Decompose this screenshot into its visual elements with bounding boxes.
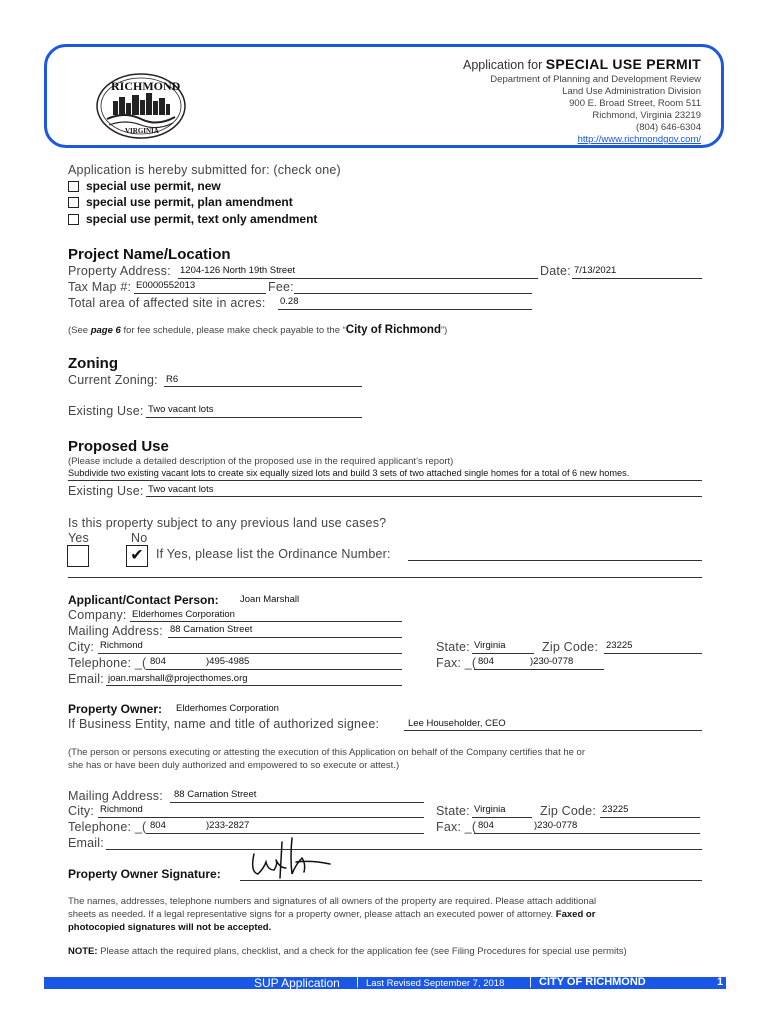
zip-line: [604, 653, 702, 654]
owner-email-line: [106, 849, 702, 850]
title-prefix: Application for: [463, 58, 543, 72]
footer-page-number: 1: [717, 976, 724, 988]
fee-line: [294, 293, 532, 294]
area-field[interactable]: 0.28: [280, 296, 299, 307]
header-title: [463, 56, 701, 72]
certification-line-2: she has or have been duly authorized and empowered to so execute or attest.): [68, 760, 400, 771]
owner-state-label: State:: [436, 804, 470, 818]
current-zoning-field[interactable]: R6: [166, 374, 179, 385]
checkbox-sup-plan-amendment[interactable]: [68, 197, 79, 208]
telephone-area[interactable]: 804: [150, 656, 166, 667]
ordinance-line-2: [68, 577, 702, 578]
zip-field[interactable]: 23225: [606, 640, 633, 651]
yes-label: Yes: [68, 531, 89, 545]
state-field[interactable]: Virginia: [474, 640, 506, 651]
owner-telephone-area[interactable]: 804: [150, 820, 166, 831]
property-owner-label: Property Owner:: [68, 702, 163, 716]
tax-map-label: Tax Map #:: [68, 280, 132, 294]
option-sup-text-amendment: special use permit, text only amendment: [86, 212, 318, 226]
company-field[interactable]: Elderhomes Corporation: [132, 609, 235, 620]
email-field[interactable]: joan.marshall@projecthomes.org: [108, 673, 248, 684]
owner-signature[interactable]: [246, 834, 336, 882]
footer-revised: Last Revised September 7, 2018: [366, 978, 505, 989]
state-label: State:: [436, 640, 470, 654]
proposed-note: (Please include a detailed description of the proposed use in the required applicant’s report): [68, 456, 454, 467]
ordinance-line: [408, 560, 702, 561]
mailing-address-line: [168, 637, 402, 638]
zip-label: Zip Code:: [542, 640, 598, 654]
checkbox-sup-text-amendment[interactable]: [68, 214, 79, 225]
city-line: [98, 653, 402, 654]
ordinance-label: If Yes, please list the Ordinance Number:: [156, 547, 391, 561]
land-use-question: Is this property subject to any previous land use cases?: [68, 516, 387, 530]
owner-fax-area[interactable]: 804: [478, 820, 494, 831]
application-intro: Application is hereby submitted for: (check one): [68, 163, 341, 177]
option-sup-plan-amendment: special use permit, plan amendment: [86, 195, 293, 209]
notes-line-3: photocopied signatures will not be accepted.: [68, 922, 272, 933]
owner-mailing-line: [170, 802, 424, 803]
owner-zip-label: Zip Code:: [540, 804, 596, 818]
mailing-address-field[interactable]: 88 Carnation Street: [170, 624, 253, 635]
yes-checkbox[interactable]: [67, 545, 89, 567]
notes-line-1: The names, addresses, telephone numbers and signatures of all owners of the property are required. Please attach additional: [68, 896, 597, 907]
no-label: No: [131, 531, 148, 545]
applicant-label: Applicant/Contact Person:: [68, 593, 219, 607]
owner-city-label: City:: [68, 804, 94, 818]
owner-mailing-field[interactable]: 88 Carnation Street: [174, 789, 257, 800]
proposed-heading: Proposed Use: [68, 438, 169, 455]
fee-label: Fee:: [268, 280, 294, 294]
richmond-logo: [95, 71, 187, 141]
signee-field[interactable]: Lee Householder, CEO: [408, 718, 506, 729]
email-line: [106, 685, 402, 686]
proposed-description-line: [68, 480, 702, 481]
owner-state-field[interactable]: Virginia: [474, 804, 506, 815]
property-owner-field[interactable]: Elderhomes Corporation: [176, 703, 279, 714]
option-sup-new: special use permit, new: [86, 179, 221, 193]
owner-zip-field[interactable]: 23225: [602, 804, 629, 815]
proposed-existing-use-label: Existing Use:: [68, 484, 144, 498]
notes-line-2: sheets as needed. If a legal representative signs for a property owner, please attach an executed power of attorney. Faxed or: [68, 909, 596, 920]
header-line-city: Richmond, Virginia 23219: [592, 110, 701, 121]
owner-fax-label: Fax: _(: [436, 820, 477, 834]
current-zoning-line: [164, 386, 362, 387]
certification-line-1: (The person or persons executing or attesting the execution of this Application on behalf of the Company certifies that he or: [68, 747, 585, 758]
footer-divider-1: |: [356, 976, 359, 988]
header-line-division: Land Use Administration Division: [562, 86, 701, 97]
logo-text-top: RICHMOND: [111, 79, 181, 93]
fee-note: (See page 6 for fee schedule, please make check payable to the “City of Richmond”): [68, 324, 448, 336]
property-address-line: [178, 278, 538, 279]
footer-divider-2: |: [529, 976, 532, 988]
header-line-phone: (804) 646-6304: [636, 122, 701, 133]
checkmark-icon: ✔: [130, 547, 144, 564]
no-checkbox[interactable]: [126, 545, 148, 567]
owner-city-line: [98, 817, 424, 818]
signature-label: Property Owner Signature:: [68, 867, 221, 881]
applicant-field[interactable]: Joan Marshall: [240, 594, 300, 605]
city-label: City:: [68, 640, 94, 654]
fax-label: Fax: _(: [436, 656, 477, 670]
property-address-label: Property Address:: [68, 264, 171, 278]
fax-number[interactable]: )230-0778: [530, 656, 574, 667]
owner-state-line: [472, 817, 532, 818]
project-heading: Project Name/Location: [68, 246, 231, 263]
logo-text-bottom: VIRGINIA: [125, 127, 159, 135]
date-label: Date:: [540, 264, 571, 278]
owner-fax-line: [474, 833, 700, 834]
footer-city: CITY OF RICHMOND: [539, 976, 646, 988]
telephone-number[interactable]: )495-4985: [206, 656, 250, 667]
existing-use-label: Existing Use:: [68, 404, 144, 418]
mailing-address-label: Mailing Address:: [68, 624, 163, 638]
checkbox-sup-new[interactable]: [68, 181, 79, 192]
company-line: [130, 621, 402, 622]
header-line-street: 900 E. Broad Street, Room 511: [569, 98, 701, 109]
owner-zip-line: [600, 817, 700, 818]
telephone-label: Telephone: _(: [68, 656, 147, 670]
city-field[interactable]: Richmond: [100, 640, 143, 651]
existing-use-field[interactable]: Two vacant lots: [148, 404, 214, 415]
owner-city-field[interactable]: Richmond: [100, 804, 143, 815]
note-text: NOTE: Please attach the required plans, checklist, and a check for the application fee (see Filing Procedures for special use permits): [68, 946, 627, 957]
state-line: [472, 653, 534, 654]
telephone-line: [146, 669, 402, 670]
owner-fax-number[interactable]: )230-0778: [534, 820, 578, 831]
property-address-field[interactable]: 1204-126 North 19th Street: [180, 265, 296, 276]
area-label: Total area of affected site in acres:: [68, 296, 266, 310]
proposed-existing-use-field[interactable]: Two vacant lots: [148, 484, 214, 495]
header-line-dept: Department of Planning and Development Review: [490, 74, 701, 85]
proposed-description-field[interactable]: Subdivide two existing vacant lots to create six equally sized lots and build 3 sets of two attached single homes for a total of 6 new homes.: [68, 468, 630, 478]
owner-email-label: Email:: [68, 836, 104, 850]
existing-use-line: [146, 417, 362, 418]
tax-map-line: [134, 293, 266, 294]
footer-app: SUP Application: [254, 976, 340, 990]
owner-telephone-label: Telephone: _(: [68, 820, 147, 834]
fax-line: [474, 669, 604, 670]
fax-area[interactable]: 804: [478, 656, 494, 667]
tax-map-field[interactable]: E0000552013: [136, 280, 196, 291]
signee-label: If Business Entity, name and title of authorized signee:: [68, 717, 380, 731]
header-box: [44, 44, 724, 148]
area-line: [278, 309, 532, 310]
email-label: Email:: [68, 672, 104, 686]
current-zoning-label: Current Zoning:: [68, 373, 158, 387]
date-line: [572, 278, 702, 279]
owner-mailing-label: Mailing Address:: [68, 789, 163, 803]
zoning-heading: Zoning: [68, 355, 118, 372]
owner-telephone-number[interactable]: )233-2827: [206, 820, 250, 831]
footer-bar: [44, 977, 726, 989]
proposed-existing-use-line: [146, 496, 702, 497]
company-label: Company:: [68, 608, 127, 622]
header-link[interactable]: http://www.richmondgov.com/: [577, 134, 701, 145]
signee-line: [404, 730, 702, 731]
title-main: SPECIAL USE PERMIT: [545, 56, 701, 72]
date-field[interactable]: 7/13/2021: [574, 265, 617, 276]
